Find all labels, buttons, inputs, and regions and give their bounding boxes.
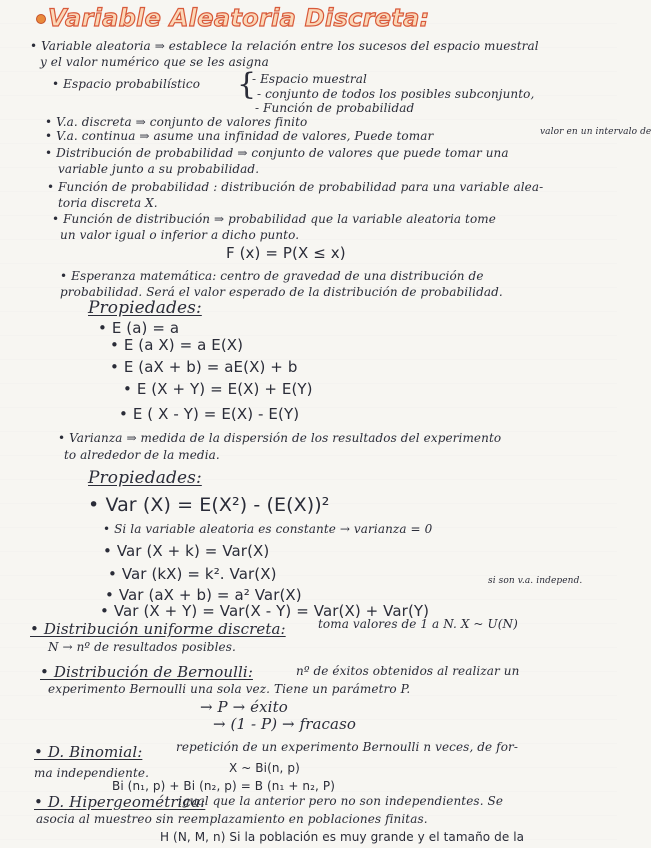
note-line: • V.a. continua ⇒ asume una infinidad de valores, Puede tomar [45,129,434,143]
formula: F (x) = P(X ≤ x) [226,244,346,262]
note-line: N → nº de resultados posibles. [48,640,236,654]
formula: • E (X + Y) = E(X) + E(Y) [123,380,313,398]
section-heading: • D. Binomial: [34,743,143,761]
formula: X ~ Bi(n, p) [229,761,300,775]
title-bullet-icon [36,14,46,24]
note-line: → (1 - P) → fracaso [213,715,357,733]
note-line: asocia al muestreo sin reemplazamiento en poblaciones finitas. [36,812,428,826]
note-line: - Espacio muestral [252,72,367,86]
note-line: y el valor numérico que se les asigna [40,55,269,69]
note-line: - conjunto de todos los posibles subconjunto, [257,87,535,101]
formula: • E ( X - Y) = E(X) - E(Y) [119,405,300,423]
formula: Bi (n₁, p) + Bi (n₂, p) = B (n₁ + n₂, P) [112,779,335,793]
note-line: → P → éxito [200,698,288,716]
note-line: • Esperanza matemática: centro de gravedad de una distribución de [60,269,484,283]
note-line: - Función de probabilidad [255,101,415,115]
note-line: • Varianza ⇒ medida de la dispersión de los resultados del experimento [58,431,502,445]
page-title: Variable Aleatoria Discreta: [48,4,430,32]
note-line: toma valores de 1 a N. X ~ U(N) [318,617,518,631]
section-heading: • Distribución de Bernoulli: [40,663,253,681]
section-heading: Propiedades: [88,468,202,488]
brace-icon: { [237,67,257,102]
note-line: ma independiente. [34,766,149,780]
note-line: valor en un intervalo de [540,127,651,137]
note-line: to alrededor de la media. [64,448,220,462]
note-line: si son v.a. independ. [488,576,583,586]
formula: • Var (kX) = k². Var(X) [108,565,277,583]
note-line: • Función de probabilidad : distribución de probabilidad para una variable alea- [47,180,544,194]
section-heading: Propiedades: [88,298,202,318]
formula: • Var (aX + b) = a² Var(X) [105,586,302,604]
note-line: probabilidad. Será el valor esperado de la distribución de probabilidad. [60,285,503,299]
formula: H (N, M, n) Si la población es muy grande y el tamaño de la [160,830,525,844]
formula: • E (a) = a [98,319,180,337]
note-line: toria discreta X. [58,196,158,210]
formula: • Var (X + k) = Var(X) [103,542,270,560]
note-line: • Espacio probabilístico [52,77,201,91]
note-line: • Si la variable aleatoria es constante → varianza = 0 [103,522,433,536]
note-line: un valor igual o inferior a dicho punto. [60,228,300,242]
formula: • Var (X) = E(X²) - (E(X))² [88,494,330,516]
note-line: igual que la anterior pero no son independientes. Se [178,794,504,808]
note-line: repetición de un experimento Bernoulli n veces, de for- [176,740,519,754]
formula: • E (a X) = a E(X) [110,336,244,354]
note-line: • Distribución de probabilidad ⇒ conjunto de valores que puede tomar una [45,146,509,160]
note-line: experimento Bernoulli una sola vez. Tiene un parámetro P. [48,682,411,696]
note-line: • V.a. discreta ⇒ conjunto de valores finito [45,115,308,129]
section-heading: • Distribución uniforme discreta: [30,620,286,638]
note-line: • Función de distribución ⇒ probabilidad que la variable aleatoria tome [52,212,496,226]
section-heading: • D. Hipergeométrica: [34,793,206,811]
formula: • E (aX + b) = aE(X) + b [110,358,298,376]
note-line: • Variable aleatoria ⇒ establece la relación entre los sucesos del espacio muestral [30,39,539,53]
formula: • Var (X + Y) = Var(X - Y) = Var(X) + Var(Y) [100,602,430,620]
note-line: variable junto a su probabilidad. [58,162,260,176]
note-line: nº de éxitos obtenidos al realizar un [296,664,520,678]
